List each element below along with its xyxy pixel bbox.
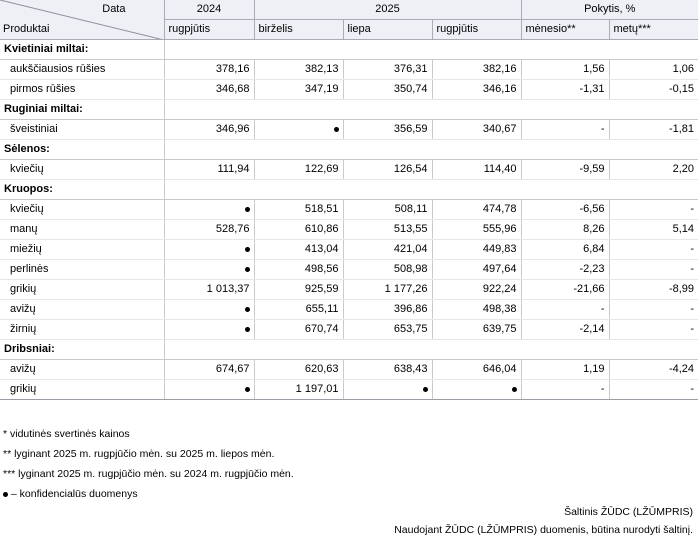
product-name: grikių bbox=[0, 380, 164, 400]
value-cell-mon: 1,56 bbox=[521, 60, 609, 80]
value-cell-yr: - bbox=[609, 320, 698, 340]
value-cell-aug: 922,24 bbox=[432, 280, 521, 300]
col-2025-june: birželis bbox=[254, 20, 343, 40]
value-cell-jul: 126,54 bbox=[343, 160, 432, 180]
value-cell-jun: 670,74 bbox=[254, 320, 343, 340]
value-cell-yr: -8,99 bbox=[609, 280, 698, 300]
table-row bbox=[0, 300, 698, 320]
value-cell-jul: 513,55 bbox=[343, 220, 432, 240]
confidential-dot-icon bbox=[245, 387, 250, 392]
value-cell-jul: 508,98 bbox=[343, 260, 432, 280]
value-cell-mon: 8,26 bbox=[521, 220, 609, 240]
confidential-dot-icon bbox=[245, 267, 250, 272]
footnote-weighted: * vidutinės svertinės kainos bbox=[3, 428, 130, 440]
value-cell-v2024 bbox=[164, 380, 254, 400]
table-row bbox=[0, 80, 698, 100]
value-cell-aug: 340,67 bbox=[432, 120, 521, 140]
product-name: žirnių bbox=[0, 320, 164, 340]
value-cell-jul: 1 177,26 bbox=[343, 280, 432, 300]
products-label: Produktai bbox=[3, 23, 50, 35]
section-header-row bbox=[0, 100, 698, 120]
value-cell-v2024 bbox=[164, 240, 254, 260]
product-name: perlinės bbox=[0, 260, 164, 280]
section-empty-cell bbox=[521, 100, 609, 120]
section-empty-cell bbox=[254, 140, 343, 160]
value-cell-jun: 498,56 bbox=[254, 260, 343, 280]
table-row bbox=[0, 380, 698, 400]
section-title: Sėlenos: bbox=[0, 140, 164, 160]
section-empty-cell bbox=[609, 100, 698, 120]
value-cell-yr: -0,15 bbox=[609, 80, 698, 100]
confidential-dot-icon bbox=[3, 492, 8, 497]
section-header-row bbox=[0, 180, 698, 200]
value-cell-jun: 925,59 bbox=[254, 280, 343, 300]
section-title: Dribsniai: bbox=[0, 340, 164, 360]
confidential-dot-icon bbox=[245, 247, 250, 252]
change-header: Pokytis, % bbox=[521, 0, 698, 20]
value-cell-jun: 620,63 bbox=[254, 360, 343, 380]
section-empty-cell bbox=[164, 180, 254, 200]
value-cell-jun: 347,19 bbox=[254, 80, 343, 100]
table-row bbox=[0, 240, 698, 260]
value-cell-mon: -1,31 bbox=[521, 80, 609, 100]
section-empty-cell bbox=[164, 100, 254, 120]
value-cell-v2024: 378,16 bbox=[164, 60, 254, 80]
table-row bbox=[0, 360, 698, 380]
section-empty-cell bbox=[432, 180, 521, 200]
value-cell-yr: - bbox=[609, 200, 698, 220]
value-cell-yr: - bbox=[609, 380, 698, 400]
value-cell-v2024: 1 013,37 bbox=[164, 280, 254, 300]
section-empty-cell bbox=[521, 180, 609, 200]
value-cell-yr: - bbox=[609, 240, 698, 260]
section-empty-cell bbox=[343, 140, 432, 160]
value-cell-jul: 638,43 bbox=[343, 360, 432, 380]
value-cell-v2024 bbox=[164, 200, 254, 220]
table-row bbox=[0, 60, 698, 80]
value-cell-aug: 449,83 bbox=[432, 240, 521, 260]
value-cell-v2024: 346,68 bbox=[164, 80, 254, 100]
confidential-dot-icon bbox=[245, 327, 250, 332]
section-header-row bbox=[0, 40, 698, 60]
table-row bbox=[0, 280, 698, 300]
value-cell-jul: 508,11 bbox=[343, 200, 432, 220]
product-name: kviečių bbox=[0, 200, 164, 220]
confidential-dot-icon bbox=[512, 387, 517, 392]
section-empty-cell bbox=[609, 340, 698, 360]
section-empty-cell bbox=[521, 340, 609, 360]
section-empty-cell bbox=[432, 100, 521, 120]
product-name: aukščiausios rūšies bbox=[0, 60, 164, 80]
section-empty-cell bbox=[432, 40, 521, 60]
section-empty-cell bbox=[164, 140, 254, 160]
value-cell-v2024 bbox=[164, 320, 254, 340]
value-cell-mon: -2,23 bbox=[521, 260, 609, 280]
value-cell-jul: 396,86 bbox=[343, 300, 432, 320]
year-2025-header: 2025 bbox=[254, 0, 521, 20]
footnote-yearly: *** lyginant 2025 m. rugpjūčio mėn. su 2024 m. rugpjūčio mėn. bbox=[3, 468, 294, 480]
section-empty-cell bbox=[521, 140, 609, 160]
product-name: kviečių bbox=[0, 160, 164, 180]
value-cell-mon: -6,56 bbox=[521, 200, 609, 220]
table-row bbox=[0, 200, 698, 220]
value-cell-jun: 610,86 bbox=[254, 220, 343, 240]
value-cell-jun: 413,04 bbox=[254, 240, 343, 260]
confidential-dot-icon bbox=[334, 127, 339, 132]
value-cell-aug: 382,16 bbox=[432, 60, 521, 80]
value-cell-jun: 518,51 bbox=[254, 200, 343, 220]
value-cell-aug: 474,78 bbox=[432, 200, 521, 220]
section-empty-cell bbox=[164, 340, 254, 360]
value-cell-mon: - bbox=[521, 300, 609, 320]
value-cell-yr: 2,20 bbox=[609, 160, 698, 180]
value-cell-mon: - bbox=[521, 380, 609, 400]
section-empty-cell bbox=[343, 340, 432, 360]
value-cell-yr: -4,24 bbox=[609, 360, 698, 380]
confidential-dot-icon bbox=[245, 307, 250, 312]
product-name: avižų bbox=[0, 360, 164, 380]
section-title: Ruginiai miltai: bbox=[0, 100, 164, 120]
section-empty-cell bbox=[254, 40, 343, 60]
value-cell-aug: 555,96 bbox=[432, 220, 521, 240]
value-cell-mon: -9,59 bbox=[521, 160, 609, 180]
source-citation-note: Naudojant ŽŪDC (LŽŪMPRIS) duomenis, būtina nurodyti šaltinį. bbox=[394, 524, 693, 536]
section-empty-cell bbox=[254, 340, 343, 360]
value-cell-jul: 376,31 bbox=[343, 60, 432, 80]
value-cell-jul: 356,59 bbox=[343, 120, 432, 140]
value-cell-aug: 497,64 bbox=[432, 260, 521, 280]
confidential-dot-icon bbox=[423, 387, 428, 392]
section-empty-cell bbox=[609, 40, 698, 60]
section-empty-cell bbox=[343, 100, 432, 120]
value-cell-yr: - bbox=[609, 260, 698, 280]
value-cell-jun: 1 197,01 bbox=[254, 380, 343, 400]
footnote-confidential-text: – konfidencialūs duomenys bbox=[10, 488, 138, 500]
value-cell-aug: 114,40 bbox=[432, 160, 521, 180]
value-cell-yr: - bbox=[609, 300, 698, 320]
col-2024-august: rugpjūtis bbox=[164, 20, 254, 40]
product-name: miežių bbox=[0, 240, 164, 260]
source-line: Šaltinis ŽŪDC (LŽŪMPRIS) bbox=[564, 506, 693, 518]
value-cell-aug: 346,16 bbox=[432, 80, 521, 100]
footnote-confidential bbox=[3, 484, 294, 504]
footnote-monthly: ** lyginant 2025 m. rugpjūčio mėn. su 2025 m. liepos mėn. bbox=[3, 448, 275, 460]
source-block bbox=[394, 503, 693, 539]
product-name: šveistiniai bbox=[0, 120, 164, 140]
table-row bbox=[0, 260, 698, 280]
product-name: pirmos rūšies bbox=[0, 80, 164, 100]
value-cell-mon: 1,19 bbox=[521, 360, 609, 380]
value-cell-jun: 122,69 bbox=[254, 160, 343, 180]
section-empty-cell bbox=[521, 40, 609, 60]
product-name: grikių bbox=[0, 280, 164, 300]
value-cell-aug: 639,75 bbox=[432, 320, 521, 340]
table-row bbox=[0, 160, 698, 180]
value-cell-jun: 382,13 bbox=[254, 60, 343, 80]
value-cell-yr: -1,81 bbox=[609, 120, 698, 140]
value-cell-jul: 350,74 bbox=[343, 80, 432, 100]
value-cell-jul: 421,04 bbox=[343, 240, 432, 260]
value-cell-mon: -21,66 bbox=[521, 280, 609, 300]
section-title: Kvietiniai miltai: bbox=[0, 40, 164, 60]
section-empty-cell bbox=[609, 180, 698, 200]
value-cell-aug bbox=[432, 380, 521, 400]
value-cell-mon: -2,14 bbox=[521, 320, 609, 340]
value-cell-yr: 1,06 bbox=[609, 60, 698, 80]
section-header-row bbox=[0, 340, 698, 360]
value-cell-jul bbox=[343, 380, 432, 400]
section-empty-cell bbox=[164, 40, 254, 60]
value-cell-v2024 bbox=[164, 300, 254, 320]
table-row bbox=[0, 120, 698, 140]
value-cell-v2024: 528,76 bbox=[164, 220, 254, 240]
value-cell-aug: 498,38 bbox=[432, 300, 521, 320]
col-2025-august: rugpjūtis bbox=[432, 20, 521, 40]
value-cell-aug: 646,04 bbox=[432, 360, 521, 380]
product-name: avižų bbox=[0, 300, 164, 320]
value-cell-jun: 655,11 bbox=[254, 300, 343, 320]
year-2024-header: 2024 bbox=[164, 0, 254, 20]
table-row bbox=[0, 320, 698, 340]
section-empty-cell bbox=[343, 180, 432, 200]
header-row-years bbox=[0, 0, 698, 20]
section-empty-cell bbox=[432, 140, 521, 160]
value-cell-v2024: 111,94 bbox=[164, 160, 254, 180]
value-cell-jun bbox=[254, 120, 343, 140]
section-empty-cell bbox=[254, 100, 343, 120]
section-empty-cell bbox=[254, 180, 343, 200]
footnotes bbox=[3, 424, 294, 504]
value-cell-v2024: 674,67 bbox=[164, 360, 254, 380]
value-cell-v2024 bbox=[164, 260, 254, 280]
corner-header-cell bbox=[0, 0, 164, 40]
product-name: manų bbox=[0, 220, 164, 240]
section-empty-cell bbox=[432, 340, 521, 360]
col-change-year: metų*** bbox=[609, 20, 698, 40]
table-row bbox=[0, 220, 698, 240]
confidential-dot-icon bbox=[245, 207, 250, 212]
value-cell-jul: 653,75 bbox=[343, 320, 432, 340]
col-change-month: mėnesio** bbox=[521, 20, 609, 40]
value-cell-mon: - bbox=[521, 120, 609, 140]
value-cell-yr: 5,14 bbox=[609, 220, 698, 240]
value-cell-v2024: 346,96 bbox=[164, 120, 254, 140]
value-cell-mon: 6,84 bbox=[521, 240, 609, 260]
col-2025-july: liepa bbox=[343, 20, 432, 40]
section-header-row bbox=[0, 140, 698, 160]
data-label: Data bbox=[102, 3, 126, 15]
section-empty-cell bbox=[609, 140, 698, 160]
section-title: Kruopos: bbox=[0, 180, 164, 200]
section-empty-cell bbox=[343, 40, 432, 60]
